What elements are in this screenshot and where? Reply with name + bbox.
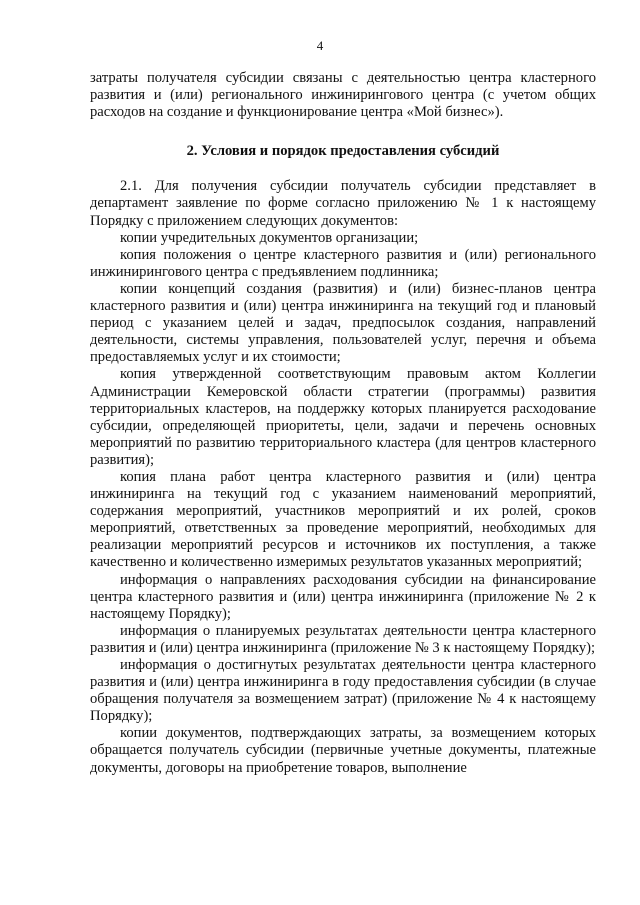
list-item-founding-documents: копии учредительных документов организации;: [120, 229, 419, 246]
list-item-expense-documents: копии документов, подтверждающих затраты, за возмещением которых обращается получатель субсидии (первичные учетные документы, платежные документы, договоры на приобретение товаров, выполнение: [90, 725, 596, 776]
intro-paragraph: затраты получателя субсидии связаны с деятельностью центра кластерного развития и (или) регионального инжинирингового центра (с учетом общих расходов на создание и функционирование центра «Мой бизнес»).: [90, 70, 596, 121]
list-item-center-regulation: копия положения о центре кластерного развития и (или) регионального инжинирингового центра с предъявлением подлинника;: [90, 246, 596, 280]
list-item-work-plan: копия плана работ центра кластерного развития и (или) центра инжиниринга на текущий год с указанием наименований мероприятий, содержания мероприятий, участников мероприятий и их ролей, сроков мероприятий, ответственных за проведение мероприятий, необходимых для реализации мероприятий ресурсов и источников их поступления, а также качественно и количественно измеримых результатов указанных мероприятий;: [90, 468, 596, 571]
section-heading: 2. Условия и порядок предоставления субсидий: [186, 143, 500, 160]
list-item-concepts-business-plans: копии концепций создания (развития) и (или) бизнес-планов центра кластерного развития и (или) центра инжиниринга на текущий год и плановый период с указанием целей и задач, предпосылок создания, направлений деятельности, системы управления, пользователей услуг, перечня и объема предоставляемых услуг и их стоимости;: [90, 280, 596, 366]
paragraph-2-1: 2.1. Для получения субсидии получатель субсидии представляет в департамент заявление по форме согласно приложению № 1 к настоящему Порядку с приложением следующих документов:: [90, 178, 596, 229]
list-item-spending-directions: информация о направлениях расходования субсидии на финансирование центра кластерного развития и (или) центра инжиниринга (приложение № 2 к настоящему Порядку);: [90, 571, 596, 622]
list-item-cluster-strategy: копия утвержденной соответствующим правовым актом Коллегии Администрации Кемеровской области стратегии (программы) развития территориальных кластеров, на поддержку которых планируется расходование субсидии, определяющей приоритеты, цели, задачи и перечень основных мероприятий по развитию территориального кластера (для центров кластерного развития);: [90, 366, 596, 468]
document-body: [90, 70, 596, 777]
list-item-achieved-results: информация о достигнутых результатах деятельности центра кластерного развития и (или) центра инжиниринга в году предоставления субсидии (в случае обращения получателя за возмещением затрат) (приложение № 4 к настоящему Порядку);: [90, 657, 596, 725]
page-number: 4: [316, 38, 324, 53]
list-item-planned-results: информация о планируемых результатах деятельности центра кластерного развития и (или) центра инжиниринга (приложение № 3 к настоящему Порядку);: [90, 622, 596, 656]
